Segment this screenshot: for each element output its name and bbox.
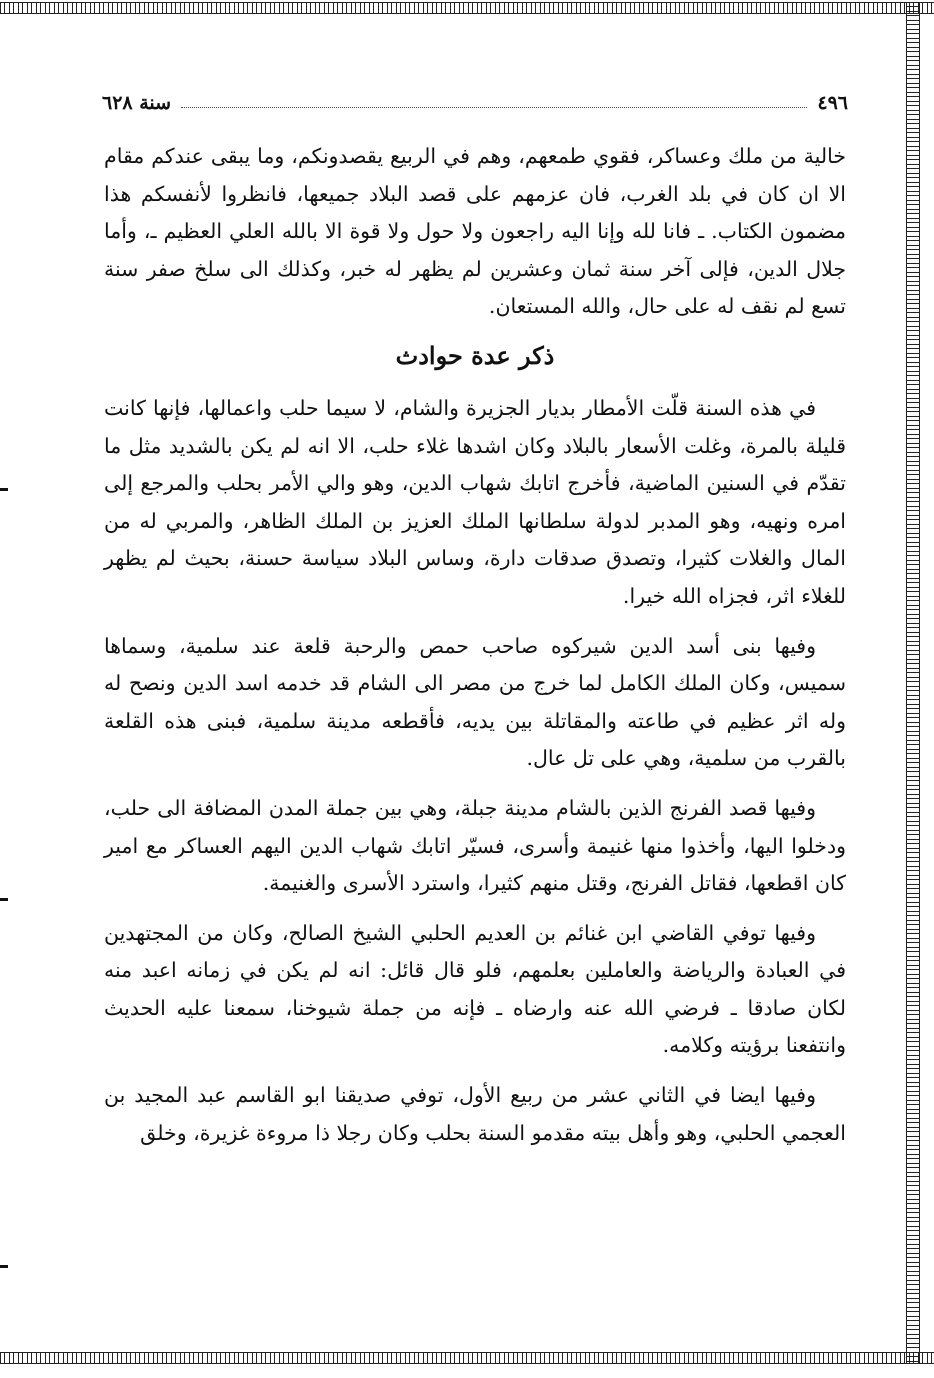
header-dotted-leader bbox=[181, 107, 807, 108]
running-header bbox=[102, 84, 848, 114]
paragraph: وفيها قصد الفرنج الذين بالشام مدينة جبلة، وهي بين جملة المدن المضافة الى حلب، ودخلوا اليها، وأخذوا منها غنيمة وأسرى، فسيّر اتابك شهاب الدين اليهم العساكر مع امير كان اقطعها، فقاتل الفرنج، وقتل منهم كثيرا، واسترد الأسرى والغنيمة. bbox=[104, 795, 846, 896]
page-number: ٤٩٦ bbox=[817, 92, 848, 114]
paragraph: وفيها ايضا في الثاني عشر من ربيع الأول، توفي صديقنا ابو القاسم عبد المجيد بن العجمي الحلبي، وهو وأهل بيته مقدمو السنة بحلب وكان رجلا ذا مروءة غزيرة، وخلق bbox=[104, 1083, 846, 1145]
paragraph: وفيها توفي القاضي ابن غنائم بن العديم الحلبي الشيخ الصالح، وكان من المجتهدين في العبادة والرياضة والعاملين بعلمهم، فلو قال قائل: انه لم يكن في زمانه اعبد منه لكان صادقا ـ فرضي الله عنه وارضاه ـ فإنه من جملة شيوخنا، سمعنا عليه الحديث وانتفعنا برؤيته وكلامه. bbox=[104, 920, 846, 1058]
running-title: سنة ٦٢٨ bbox=[102, 92, 172, 114]
section-heading: ذكر عدة حوادث bbox=[395, 340, 555, 370]
decorative-border-right bbox=[906, 2, 920, 1364]
margin-mark bbox=[0, 488, 8, 491]
page-body bbox=[104, 138, 846, 1164]
paragraph: وفيها بنى أسد الدين شيركوه صاحب حمص والرحبة قلعة عند سلمية، وسماها سميس، وكان الملك الكامل لما خرج من مصر الى الشام قد خدمه اسد الدين ونصح له وله اثر عظيم في طاعته والمقاتلة بين يديه، فأقطعه مدينة سلمية، فبنى هذه القلعة بالقرب من سلمية، وهي على تل عال. bbox=[104, 633, 846, 771]
paragraph: في هذه السنة قلّت الأمطار بديار الجزيرة والشام، لا سيما حلب واعمالها، فإنها كانت قليلة بالمرة، وغلت الأسعار بالبلاد وكان اشدها غلاء حلب، الا انه لم يكن بالشديد مثل ما تقدّم في السنين الماضية، فأخرج اتابك شهاب الدين، وهو والي الأمر بحلب والمرجع إلى امره ونهيه، وهو المدبر لدولة سلطانها الملك العزيز بن الملك الظاهر، والمربي له من المال والغلات كثيرا، وتصدق صدقات دارة، وساس البلاد سياسة حسنة، بحيث لم يظهر للغلاء اثر، فجزاه الله خيرا. bbox=[104, 395, 846, 608]
paragraph-continued: خالية من ملك وعساكر، فقوي طمعهم، وهم في الربيع يقصدونكم، وما يبقى عندكم مقام الا ان كان في بلد الغرب، فان عزمهم على قصد البلاد جميعها، فانظروا لأنفسكم هذا مضمون الكتاب. ـ فانا لله وإنا اليه راجعون ولا حول ولا قوة الا بالله العلي العظيم ـ، وأما جلال الدين، فإلى آخر سنة ثمان وعشرين لم يظهر له خبر، وكذلك الى سلخ صفر سنة تسع لم نقف له على حال، والله المستعان. bbox=[104, 144, 846, 319]
decorative-border-top bbox=[0, 2, 934, 14]
margin-mark bbox=[0, 898, 8, 901]
margin-mark bbox=[0, 1265, 8, 1268]
decorative-border-bottom bbox=[0, 1352, 934, 1364]
